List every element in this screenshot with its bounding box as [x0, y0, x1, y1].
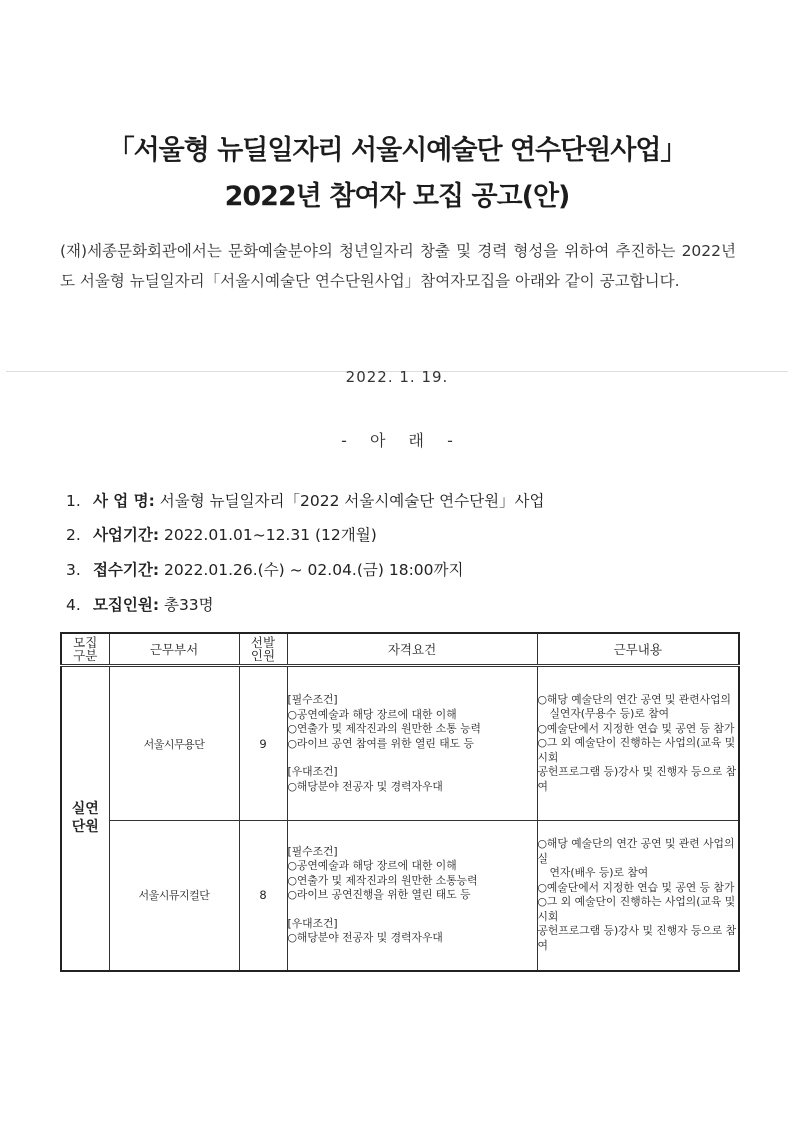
announcement-date: 2022. 1. 19. — [345, 368, 449, 386]
work-item: 실연자(무용수 등)로 참여 — [549, 707, 670, 721]
preferred-item: ○해당분야 전공자 및 경력자우대 — [287, 779, 443, 793]
required-item: ○라이브 공연 참여를 위한 열린 태도 등 — [287, 736, 474, 750]
work-item: ○해당 예술단의 연간 공연 및 관련사업의 — [537, 692, 731, 706]
work-item: ○예술단에서 지정한 연습 및 공연 등 참가 — [537, 721, 735, 735]
header-count — [239, 633, 287, 666]
intro-paragraph: (재)세종문화회관에서는 문화예술분야의 청년일자리 창출 및 경력 형성을 위하여 추진하는 2022년도 서울형 뉴딜일자리「서울시예술단 연수단원사업」참여자모집을 아래와 같이 공고합니다. — [60, 242, 736, 290]
info-label: 사 업 명: — [92, 492, 155, 510]
work-cell — [537, 821, 739, 971]
category-cell — [61, 666, 109, 971]
work-item: ○예술단에서 지정한 연습 및 공연 등 참가 — [537, 880, 735, 894]
table-row — [61, 666, 739, 821]
work-item: 공헌프로그램 등)강사 및 진행자 등으로 참여 — [537, 924, 737, 952]
recruit-table — [60, 632, 740, 972]
work-item: ○그 외 예술단이 진행하는 사업의(교육 및 시회 — [537, 736, 736, 764]
info-value: 서울형 뉴딜일자리「2022 서울시예술단 연수단원」사업 — [159, 492, 545, 510]
title-line-2: 2022년 참여자 모집 공고(안) — [224, 181, 570, 212]
info-application-period — [66, 558, 463, 580]
info-number: 4. — [66, 596, 81, 614]
header-dept: 근무부서 — [109, 633, 239, 666]
category-line1: 실연 — [71, 801, 99, 818]
header-category — [61, 633, 109, 666]
required-title: [필수조건] — [287, 693, 338, 706]
work-item: ○그 외 예술단이 진행하는 사업의(교육 및 시회 — [537, 895, 736, 923]
header-count-line2: 인원 — [250, 648, 276, 663]
preferred-title: [우대조건] — [287, 916, 338, 930]
header-count-line1: 선발 — [250, 635, 276, 650]
info-value: 2022.01.01~12.31 (12개월) — [163, 526, 377, 544]
info-label: 접수기간: — [92, 561, 160, 579]
dept-cell: 서울시뮤지컬단 — [109, 821, 239, 971]
required-item: ○연출가 및 제작진과의 원만한 소통 능력 — [287, 722, 481, 735]
info-value: 2022.01.26.(수) ~ 02.04.(금) 18:00까지 — [163, 561, 464, 579]
table-row — [61, 821, 739, 971]
work-cell — [537, 666, 739, 821]
info-value: 총33명 — [163, 596, 214, 614]
required-item: ○라이브 공연진행을 위한 열린 태도 등 — [287, 888, 471, 902]
header-category-line2: 구분 — [73, 648, 98, 663]
dept-cell: 서울시무용단 — [109, 666, 239, 821]
required-title: [필수조건] — [287, 844, 338, 858]
header-category-line1: 모집 — [73, 635, 98, 650]
info-number: 3. — [66, 561, 81, 579]
work-item: 공헌프로그램 등)강사 및 진행자 등으로 참여 — [537, 765, 737, 793]
info-label: 모집인원: — [92, 596, 160, 614]
info-label: 사업기간: — [92, 526, 160, 544]
category-line2: 단원 — [71, 819, 99, 836]
info-recruit-count — [66, 593, 214, 615]
below-heading: - 아 래 - — [341, 431, 453, 450]
header-work: 근무내용 — [537, 633, 739, 666]
info-number: 1. — [66, 492, 81, 510]
required-item: ○공연예술과 해당 장르에 대한 이해 — [287, 859, 457, 873]
work-item: ○해당 예술단의 연간 공연 및 관련 사업의 실 — [537, 837, 735, 865]
info-business-name — [66, 489, 545, 511]
info-number: 2. — [66, 526, 81, 544]
work-item: 연자(배우 등)로 참여 — [549, 866, 649, 880]
required-item: ○연출가 및 제작진과의 원만한 소통능력 — [287, 873, 478, 887]
title-line-1: 「서울형 뉴딜일자리 서울시예술단 연수단원사업」 — [107, 135, 687, 166]
preferred-item: ○해당분야 전공자 및 경력자우대 — [287, 931, 443, 945]
preferred-title: [우대조건] — [287, 765, 338, 778]
header-qualification: 자격요건 — [287, 633, 537, 666]
qualification-cell — [287, 666, 537, 821]
count-cell: 8 — [239, 821, 287, 971]
count-cell: 9 — [239, 666, 287, 821]
info-business-period — [66, 523, 377, 545]
required-item: ○공연예술과 해당 장르에 대한 이해 — [287, 707, 457, 721]
qualification-cell — [287, 821, 537, 971]
table-header-row — [61, 633, 739, 666]
